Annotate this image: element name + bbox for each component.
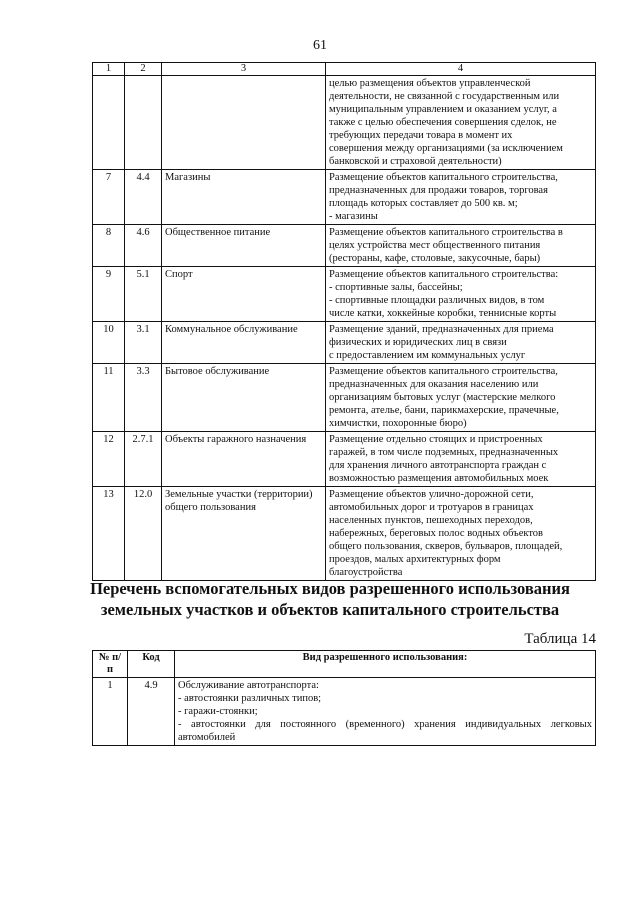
cell-description xyxy=(326,76,596,170)
description-line: муниципальным управлением и оказанием услуг, а xyxy=(329,104,557,115)
table-row xyxy=(93,487,596,581)
cell-code: 4.9 xyxy=(128,678,175,746)
description-line: банковской и страховой деятельности) xyxy=(329,156,502,167)
section-title-line: Перечень вспомогательных видов разрешенного использования xyxy=(90,579,570,598)
table-row xyxy=(93,267,596,322)
cell-code: 5.1 xyxy=(125,267,162,322)
description-line: - автостоянки различных типов; xyxy=(178,693,322,704)
section-title-line: земельных участков и объектов капитального строительства xyxy=(100,600,560,619)
description-line: Размещение объектов капитального строительства, xyxy=(329,366,558,377)
header-num: № п/п xyxy=(93,651,128,678)
description-line: - спортивные залы, бассейны; xyxy=(329,282,463,293)
description-line: ремонта, ателье, бани, парикмахерские, прачечные, xyxy=(329,405,559,416)
page-number: 61 xyxy=(313,38,327,53)
description-line: требующих передачи товара в момент их xyxy=(329,130,513,141)
cell-name: Земельные участки (территории) общего пользования xyxy=(162,487,326,581)
header-col-1: 1 xyxy=(93,63,125,76)
description-line: химчистки, похоронные бюро) xyxy=(329,418,467,429)
cell-description xyxy=(326,170,596,225)
cell-name: Магазины xyxy=(162,170,326,225)
table-row xyxy=(93,322,596,364)
cell-description xyxy=(326,364,596,432)
table-row-continuation xyxy=(93,76,596,170)
cell-description xyxy=(326,225,596,267)
description-line: числе катки, хоккейные коробки, теннисные корты xyxy=(329,308,557,319)
header-code: Код xyxy=(128,651,175,678)
table-label: Таблица 14 xyxy=(524,631,596,647)
description-line: - магазины xyxy=(329,211,378,222)
cell-name: Объекты гаражного назначения xyxy=(162,432,326,487)
description-line: Размещение отдельно стоящих и пристроенных xyxy=(329,434,543,445)
cell-code: 3.1 xyxy=(125,322,162,364)
header-col-4: 4 xyxy=(326,63,596,76)
cell-code xyxy=(125,76,162,170)
description-line: возможностью размещения автомобильных моек xyxy=(329,473,549,484)
description-line: - спортивные площадки различных видов, в том xyxy=(329,295,545,306)
cell-name: Спорт xyxy=(162,267,326,322)
description-line: общего пользования, скверов, бульваров, площадей, xyxy=(329,541,563,552)
description-line: Обслуживание автотранспорта: xyxy=(178,680,319,691)
description-line: автомобильных дорог и тротуаров в границах xyxy=(329,502,534,513)
description-line: Размещение объектов капитального строительства: xyxy=(329,269,559,280)
table-row xyxy=(93,225,596,267)
cell-description xyxy=(326,432,596,487)
cell-code: 12.0 xyxy=(125,487,162,581)
description-line: предназначенных для оказания населению или xyxy=(329,379,539,390)
description-line: совершения между организациями (за исключением xyxy=(329,143,563,154)
header-col-2: 2 xyxy=(125,63,162,76)
cell-code: 2.7.1 xyxy=(125,432,162,487)
cell-name: Общественное питание xyxy=(162,225,326,267)
header-col-3: 3 xyxy=(162,63,326,76)
description-line: физических и юридических лиц в связи xyxy=(329,337,507,348)
table-row xyxy=(93,170,596,225)
description-line: населенных пунктов, пешеходных переходов, xyxy=(329,515,533,526)
table-row xyxy=(93,678,596,746)
cell-name xyxy=(162,76,326,170)
cell-num: 1 xyxy=(93,678,128,746)
cell-num: 13 xyxy=(93,487,125,581)
description-line: предназначенных для продажи товаров, торговая xyxy=(329,185,548,196)
permitted-use-table xyxy=(92,62,596,581)
cell-description xyxy=(175,678,596,746)
description-line: также с целью обеспечения совершения сделок, не xyxy=(329,117,557,128)
cell-num: 10 xyxy=(93,322,125,364)
cell-num: 8 xyxy=(93,225,125,267)
description-line: (рестораны, кафе, столовые, закусочные, бары) xyxy=(329,253,541,264)
description-line: - гаражи-стоянки; xyxy=(178,706,258,717)
description-line: целью размещения объектов управленческой xyxy=(329,78,531,89)
cell-num: 9 xyxy=(93,267,125,322)
section-title xyxy=(60,578,600,620)
description-line: деятельности, не связанной с государственным или xyxy=(329,91,560,102)
table-row xyxy=(93,364,596,432)
cell-num: 7 xyxy=(93,170,125,225)
cell-description xyxy=(326,487,596,581)
description-line: целях устройства мест общественного питания xyxy=(329,240,541,251)
table-header-row xyxy=(93,63,596,76)
cell-name: Бытовое обслуживание xyxy=(162,364,326,432)
cell-num: 11 xyxy=(93,364,125,432)
cell-num: 12 xyxy=(93,432,125,487)
description-line: организациям бытовых услуг (мастерские мелкого xyxy=(329,392,556,403)
description-line: Размещение зданий, предназначенных для приема xyxy=(329,324,554,335)
description-line: набережных, береговых полос водных объектов xyxy=(329,528,543,539)
cell-num xyxy=(93,76,125,170)
table-header-row xyxy=(93,651,596,678)
description-line: площадь которых составляет до 500 кв. м; xyxy=(329,198,518,209)
description-line: благоустройства xyxy=(329,567,403,578)
description-line: Размещение объектов улично-дорожной сети, xyxy=(329,489,534,500)
cell-code: 4.4 xyxy=(125,170,162,225)
table-row xyxy=(93,432,596,487)
description-line: - автостоянки для постоянного (временного) хранения индивидуальных легковых автомобилей xyxy=(178,719,592,743)
cell-description xyxy=(326,322,596,364)
cell-description xyxy=(326,267,596,322)
description-line: с предоставлением им коммунальных услуг xyxy=(329,350,526,361)
cell-name: Коммунальное обслуживание xyxy=(162,322,326,364)
header-use-type: Вид разрешенного использования: xyxy=(175,651,596,678)
cell-code: 3.3 xyxy=(125,364,162,432)
description-line: проездов, малых архитектурных форм xyxy=(329,554,501,565)
auxiliary-use-table xyxy=(92,650,596,746)
cell-code: 4.6 xyxy=(125,225,162,267)
description-line: для хранения личного автотранспорта граждан с xyxy=(329,460,547,471)
description-line: Размещение объектов капитального строительства, xyxy=(329,172,558,183)
description-line: гаражей, в том числе подземных, предназначенных xyxy=(329,447,559,458)
description-line: Размещение объектов капитального строительства в xyxy=(329,227,563,238)
